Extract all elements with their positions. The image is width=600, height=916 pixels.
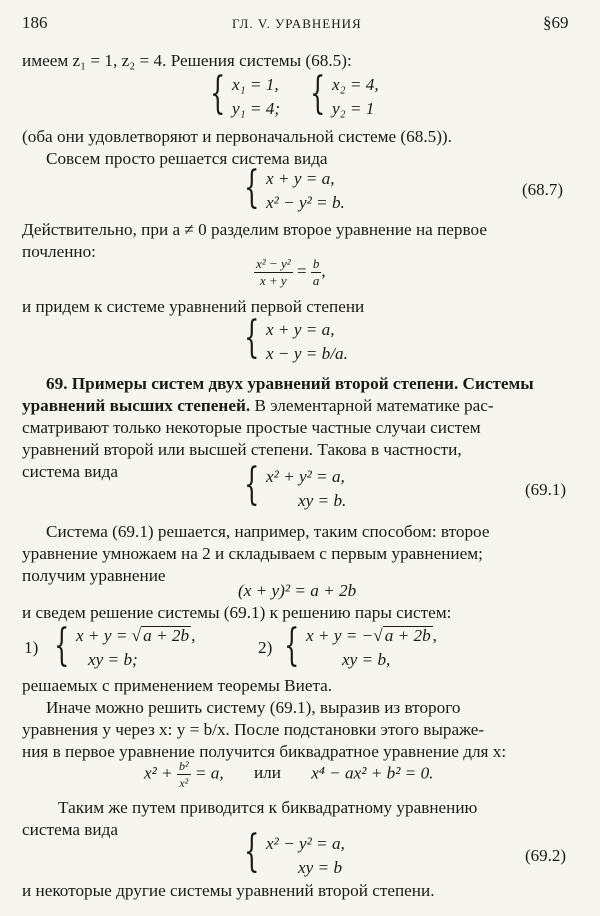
brace: { [210, 68, 226, 119]
text-line: и некоторые другие системы уравнений второй степени. [22, 881, 435, 900]
equation-line: x² − y² = b. [266, 193, 345, 212]
equation-line: x² + y² = a, [266, 467, 345, 486]
equation-line: x + y = −√ a + 2b , [306, 626, 437, 645]
equation-line: x + y = a, [266, 169, 335, 188]
text-line: уравнение умножаем на 2 и складываем с первым уравнением; [22, 544, 483, 563]
biquadratic-equation: x² + $\frac{\text{b²}}{\text{x²}}$ = a, или x⁴ − ax² + b² = 0. [144, 759, 434, 790]
text-line: Иначе можно решить систему (69.1), выразив из второго [46, 698, 461, 717]
equation-line: x² − y² = a, [266, 834, 345, 853]
text-line: имеем z₁ = 1, z₂ = 4. Решения системы (68.5): [22, 51, 352, 70]
text-line [22, 395, 494, 417]
text-line: уравнения y через x: y = b/x. После подстановки этого выраже- [22, 720, 485, 739]
text-line: Таким же путем приводится к биквадратному уравнению [58, 798, 478, 817]
text-line: Совсем просто решается система вида [46, 149, 328, 168]
text-line: (оба они удовлетворяют и первоначальной системе (68.5)). [22, 127, 452, 146]
brace: { [244, 312, 260, 363]
radicand: a + 2b [384, 626, 431, 645]
text-line: решаемых с применением теоремы Виета. [22, 676, 333, 695]
fraction-denominator: x² [179, 776, 189, 790]
fraction-equation [254, 256, 326, 289]
fraction-denominator: a [312, 273, 320, 288]
equation-number: (69.2) [525, 846, 567, 865]
equation-line: xy = b, [342, 650, 391, 669]
brace: { [244, 459, 260, 510]
equation-line: x − y = b/a. [266, 344, 348, 363]
text-line: уравнений второй или высшей степени. Такова в частности, [22, 440, 462, 459]
text-line: ния в первое уравнение получится биквадратное уравнение для x: [22, 742, 507, 761]
radicand: a + 2b [143, 626, 190, 645]
page-number: 186 [22, 13, 48, 32]
equation-line: xy = b. [298, 491, 347, 510]
brace: { [54, 620, 70, 671]
comma: , [321, 261, 326, 281]
equation-line: x + y = √ a + 2b , [76, 626, 196, 645]
brace: { [284, 620, 300, 671]
text-line: Система (69.1) решается, например, таким способом: второе [46, 522, 490, 541]
fraction-denominator: x + y [259, 273, 287, 288]
equation-line: y₁ = 4; [232, 99, 281, 118]
equals-sign: = [296, 261, 307, 281]
text-line: система вида [22, 820, 118, 839]
section-heading: 69. Примеры систем двух уравнений второй степени. Системы [46, 374, 534, 393]
fraction-numerator: b² [178, 759, 189, 773]
equation-line: x + y = a, [266, 320, 335, 339]
text-line: сматривают только некоторые простые частные случаи систем [22, 418, 481, 437]
brace: { [244, 826, 260, 877]
text-line: система вида [22, 462, 118, 481]
equation-line: xy = b; [88, 650, 138, 669]
system-label: 2) [258, 638, 273, 657]
equation-line: (x + y)² = a + 2b [238, 581, 357, 600]
text-line: и придем к системе уравнений первой степени [22, 297, 365, 316]
text-line: получим уравнение [22, 566, 166, 585]
equation-line: xy = b [298, 858, 343, 877]
or-word: или [253, 763, 281, 783]
equation-line: y₂ = 1 [332, 99, 375, 118]
text-line: почленно: [22, 242, 96, 261]
equation-line: x₁ = 1, [232, 75, 279, 94]
text-line: и сведем решение системы (69.1) к решению пары систем: [22, 603, 452, 622]
text-line: Действительно, при a ≠ 0 разделим второе уравнение на первое [22, 220, 487, 239]
fraction-numerator: b [312, 256, 320, 271]
running-title: ГЛ. V. УРАВНЕНИЯ [232, 16, 362, 31]
section-mark: §69 [543, 13, 569, 32]
equation-number: (69.1) [525, 480, 567, 499]
equation-line: x₂ = 4, [332, 75, 379, 94]
brace: { [310, 68, 326, 119]
system-label: 1) [24, 638, 39, 657]
text-fragment: В элементарной математике рас- [254, 396, 494, 415]
section-heading-continued: уравнений высших степеней. [22, 396, 251, 415]
equation-number: (68.7) [522, 180, 564, 199]
fraction-numerator: x² − y² [256, 256, 291, 271]
brace: { [244, 162, 260, 213]
